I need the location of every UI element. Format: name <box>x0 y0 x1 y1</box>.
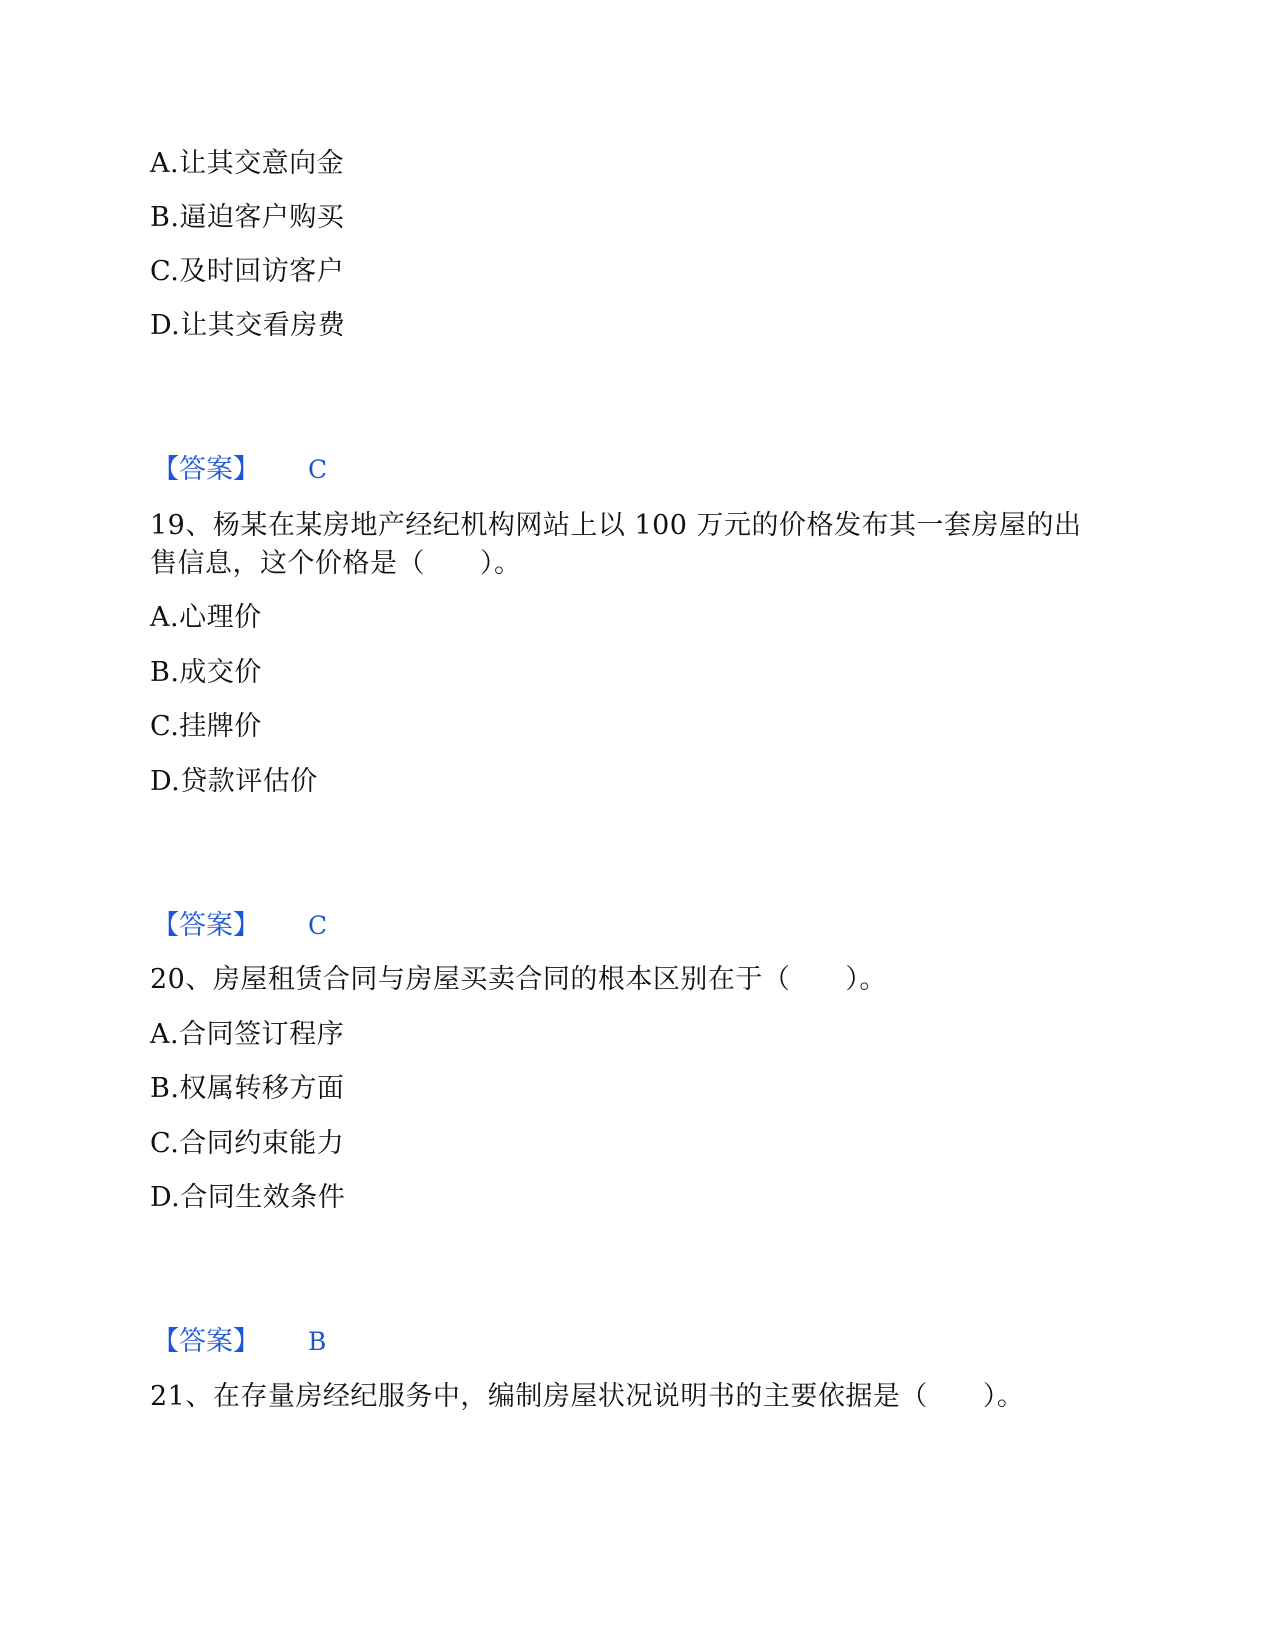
q20-option-c: C.合同约束能力 <box>150 1128 345 1159</box>
q19-option-a: A.心理价 <box>150 602 262 633</box>
q19-answer-tag: 【答案】 <box>152 910 260 941</box>
q20-answer-value: B <box>308 1327 327 1356</box>
q18-option-c: C.及时回访客户 <box>150 256 345 287</box>
q18-answer <box>152 451 327 489</box>
q19-option-b: B.成交价 <box>150 657 262 688</box>
q21-stem-line1: 21、在存量房经纪服务中，编制房屋状况说明书的主要依据是（ ）。 <box>150 1381 1025 1412</box>
q19-answer-value: C <box>308 911 328 940</box>
q20-answer <box>152 1323 326 1361</box>
q20-option-b: B.权属转移方面 <box>150 1073 345 1104</box>
q19-option-d: D.贷款评估价 <box>150 766 318 797</box>
q19-stem-line1: 19、杨某在某房地产经纪机构网站上以 100 万元的价格发布其一套房屋的出 <box>150 510 1082 541</box>
q19-stem-line2: 售信息，这个价格是（ ）。 <box>150 548 522 579</box>
q18-option-d: D.让其交看房费 <box>150 310 346 341</box>
q19-option-c: C.挂牌价 <box>150 711 262 742</box>
q18-option-b: B.逼迫客户购买 <box>150 202 345 233</box>
q18-answer-value: C <box>308 455 328 484</box>
q20-answer-tag: 【答案】 <box>152 1326 260 1357</box>
q20-stem-line1: 20、房屋租赁合同与房屋买卖合同的根本区别在于（ ）。 <box>150 964 887 995</box>
q19-answer <box>152 907 327 945</box>
q18-answer-tag: 【答案】 <box>152 454 260 485</box>
q20-option-d: D.合同生效条件 <box>150 1182 346 1213</box>
q18-option-a: A.让其交意向金 <box>150 148 345 179</box>
q20-option-a: A.合同签订程序 <box>150 1019 345 1050</box>
